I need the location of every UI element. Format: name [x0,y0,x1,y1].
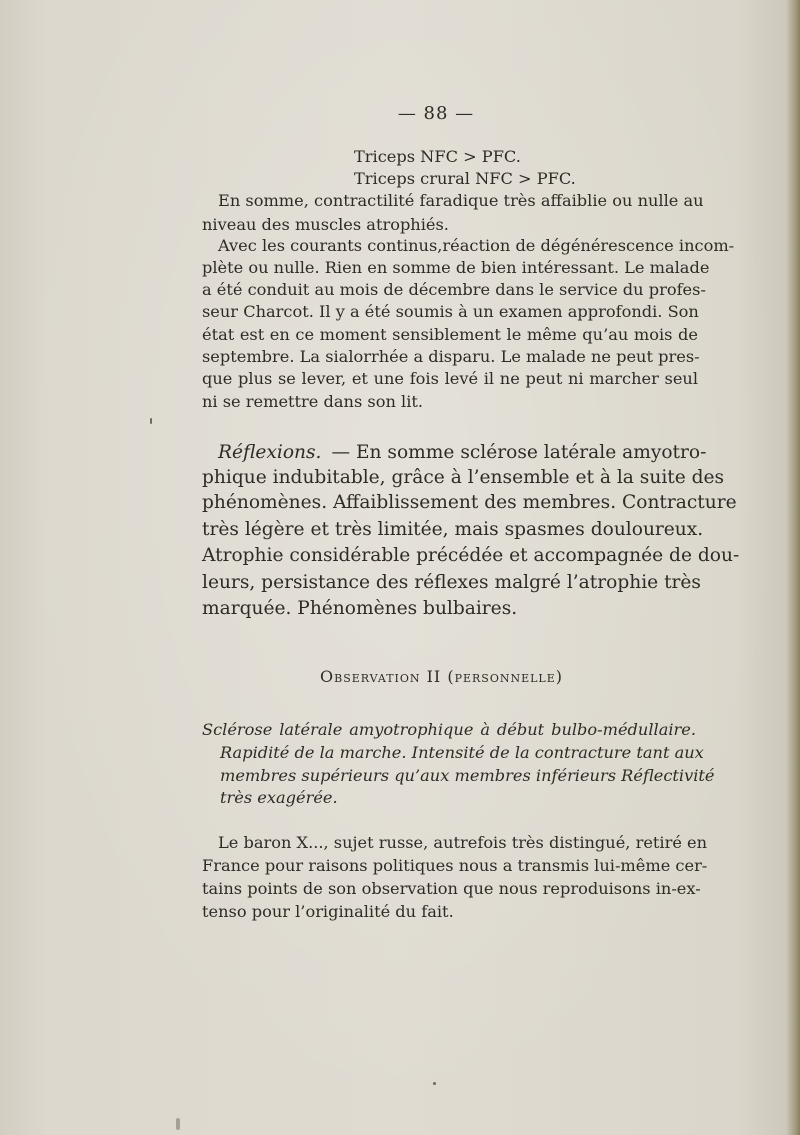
observation-heading: Observation II (personnelle) [320,667,564,686]
text-line: phénomènes. Affaiblissement des membres. Contracture [202,492,737,513]
paper-speck [150,418,152,424]
reflexions-first-line-rest: — En somme sclérose latérale amyotro- [331,442,707,463]
text-line: France pour raisons politiques nous a transmis lui-même cer- [202,856,708,875]
reflexions-label: Réflexions. [218,442,322,463]
text-line: tains points de son observation que nous reproduisons in-ex- [202,879,701,898]
text-line: leurs, persistance des réflexes malgré l’atrophie très [202,572,701,593]
formula-line: Triceps NFC > PFC. [354,147,521,166]
page-edge-shadow [786,0,800,1135]
text-line: état est en ce moment sensiblement le même qu’au mois de [202,325,698,344]
text-line: En somme, contractilité faradique très affaiblie ou nulle au [218,191,704,210]
text-line: très légère et très limitée, mais spasmes douloureux. [202,519,704,540]
reflexions-first-line [218,442,707,464]
text-line: Le baron X..., sujet russe, autrefois très distingué, retiré en [218,833,708,852]
case-summary-line: Rapidité de la marche. Intensité de la contracture tant aux [220,743,704,762]
text-line: Avec les courants continus,réaction de dégénérescence incom- [218,236,735,255]
text-line: Atrophie considérable précédée et accompagnée de dou- [202,545,740,566]
text-line: ni se remettre dans son lit. [202,392,424,411]
text-line: seur Charcot. Il y a été soumis à un examen approfondi. Son [202,302,699,321]
case-summary-line: membres supérieurs qu’aux membres inférieurs Réflectivité [220,766,715,785]
text-line: septembre. La sialorrhée a disparu. Le malade ne peut pres- [202,347,700,366]
text-line: niveau des muscles atrophiés. [202,215,449,234]
text-line: phique indubitable, grâce à l’ensemble et à la suite des [202,467,725,488]
paper-speck [176,1118,180,1130]
case-summary-line: Sclérose latérale amyotrophique à début bulbo-médullaire. [202,720,696,739]
formula-line: Triceps crural NFC > PFC. [354,169,576,188]
text-line: que plus se lever, et une fois levé il ne peut ni marcher seul [202,369,698,388]
case-summary-line: très exagérée. [220,788,338,807]
text-line: a été conduit au mois de décembre dans le service du profes- [202,280,706,299]
text-line: plète ou nulle. Rien en somme de bien intéressant. Le malade [202,258,710,277]
page-number: — 88 — [397,103,475,124]
text-line: marquée. Phénomènes bulbaires. [202,598,518,619]
paper-speck [433,1082,436,1085]
text-line: tenso pour l’originalité du fait. [202,902,454,921]
